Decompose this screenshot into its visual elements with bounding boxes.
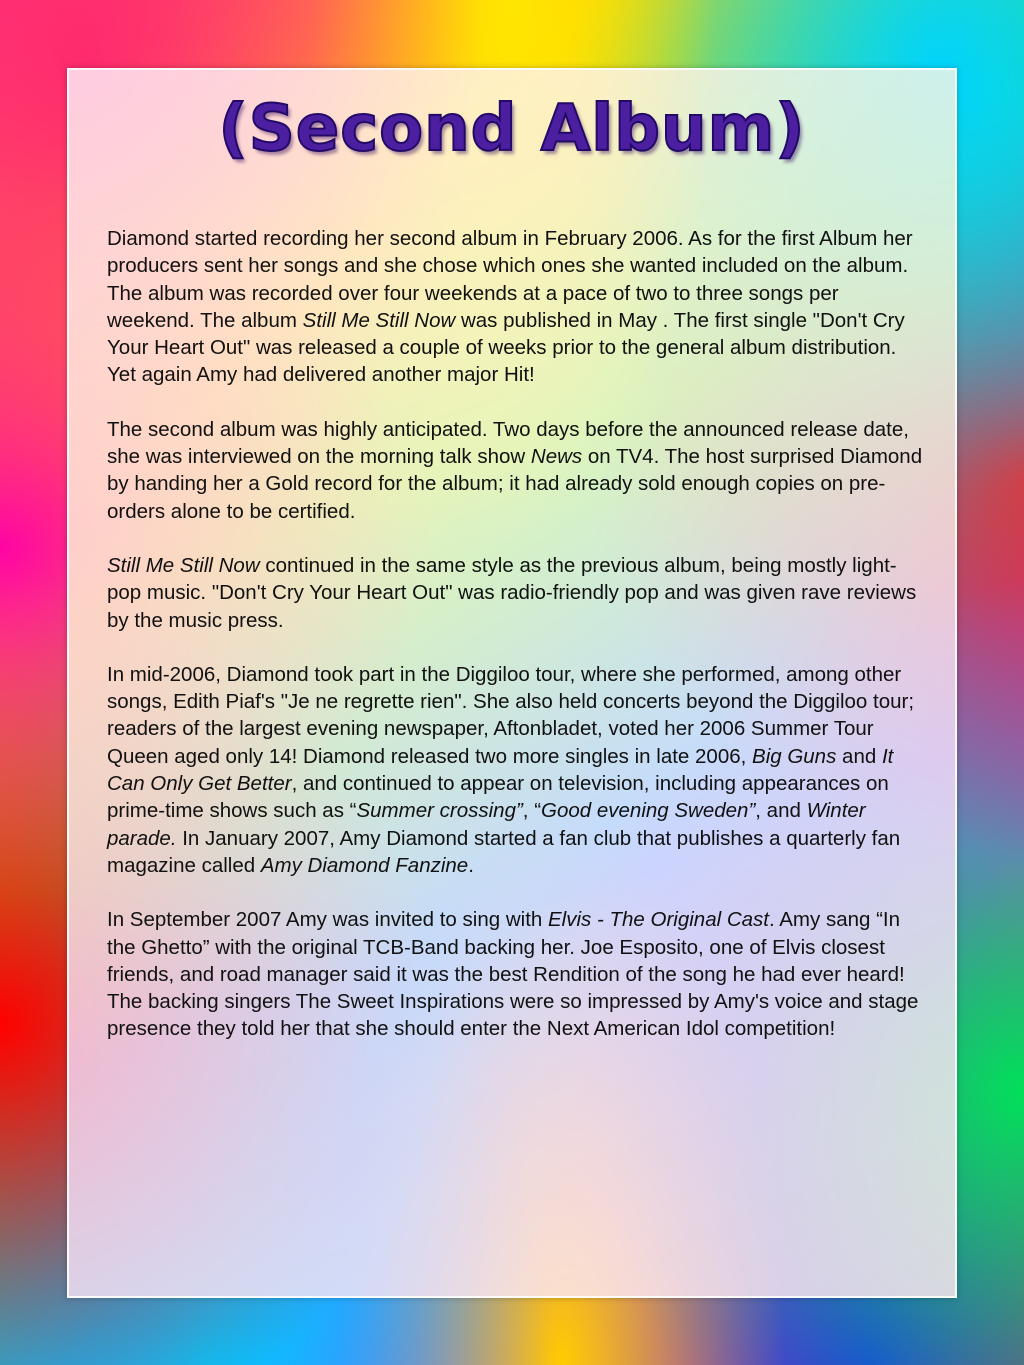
italic-title-text: Still Me Still Now bbox=[302, 308, 456, 332]
paragraph-text: Diamond started recording her second album in February 2006. As for the first Album her producers sent her songs and she chose which ones she wanted included on the album. The album was recorded over four weekends at a pace of two to three songs per weekend. The album bbox=[107, 227, 913, 332]
paragraph-1 bbox=[107, 225, 927, 389]
italic-title-text: Big Guns bbox=[752, 744, 837, 768]
paragraph-text: . Amy sang “In the Ghetto” with the original TCB-Band backing her. Joe Esposito, one of Elvis closest friends, and road manager said it was the best Rendition of the song he had ever heard! The backing singers The Sweet Inspirations were so impressed by Amy's voice and stage presence they told her that she should enter the Next American Idol competition! bbox=[107, 908, 919, 1041]
paragraph-text: on TV4. The host surprised Diamond by handing her a Gold record for the album; it had already sold enough copies on pre-orders alone to be certified. bbox=[107, 445, 923, 523]
paragraph-text: and bbox=[836, 744, 882, 768]
paragraph-5 bbox=[107, 906, 927, 1042]
italic-title-text: Winter parade. bbox=[107, 799, 866, 850]
paragraph-3 bbox=[107, 552, 927, 634]
italic-title-text: Elvis - The Original Cast bbox=[547, 908, 769, 932]
paragraph-text: . bbox=[468, 853, 474, 877]
paragraph-text: continued in the same style as the previous album, being mostly light-pop music. "Don't Cry Your Heart Out" was radio-friendly pop and was given rave reviews by the music press. bbox=[107, 553, 917, 632]
paragraph-text: was published in May . The first single "Don't Cry Your Heart Out" was released a couple of weeks prior to the general album distribution. Yet again Amy had delivered another major Hit! bbox=[107, 308, 905, 387]
italic-title-text: Summer crossing” bbox=[356, 799, 523, 823]
italic-title-text: It Can Only Get Better bbox=[107, 744, 894, 796]
page-title: (Second Album) bbox=[218, 92, 806, 166]
italic-title-text: Amy Diamond Fanzine bbox=[260, 853, 469, 877]
italic-title-text: Good evening Sweden” bbox=[541, 799, 756, 823]
italic-title-text: News bbox=[530, 445, 583, 469]
paragraph-text: , “ bbox=[522, 799, 542, 823]
paragraph-text: In mid-2006, Diamond took part in the Diggiloo tour, where she performed, among other songs, Edith Piaf's "Je ne regrette rien". She also held concerts beyond the Diggiloo tour; readers of the largest evening newspaper, Aftonbladet, voted her 2006 Summer Tour Queen aged only 14! Diamond released two more singles in late 2006, bbox=[107, 662, 915, 768]
content-panel bbox=[67, 68, 957, 1298]
paragraph-text: In January 2007, Amy Diamond started a fan club that publishes a quarterly fan magazine called bbox=[107, 826, 901, 877]
paragraph-text: , and continued to appear on television, including appearances on prime-time shows such as “ bbox=[107, 772, 889, 823]
paragraph-text: , and bbox=[755, 799, 807, 823]
paragraph-text: The second album was highly anticipated. Two days before the announced release date, she was interviewed on the morning talk show bbox=[107, 417, 909, 469]
italic-title-text: Still Me Still Now bbox=[107, 553, 260, 577]
paragraph-4 bbox=[107, 661, 927, 879]
article-body bbox=[107, 225, 927, 1070]
paragraph-text: In September 2007 Amy was invited to sing with bbox=[107, 908, 548, 932]
paragraph-2 bbox=[107, 416, 927, 525]
